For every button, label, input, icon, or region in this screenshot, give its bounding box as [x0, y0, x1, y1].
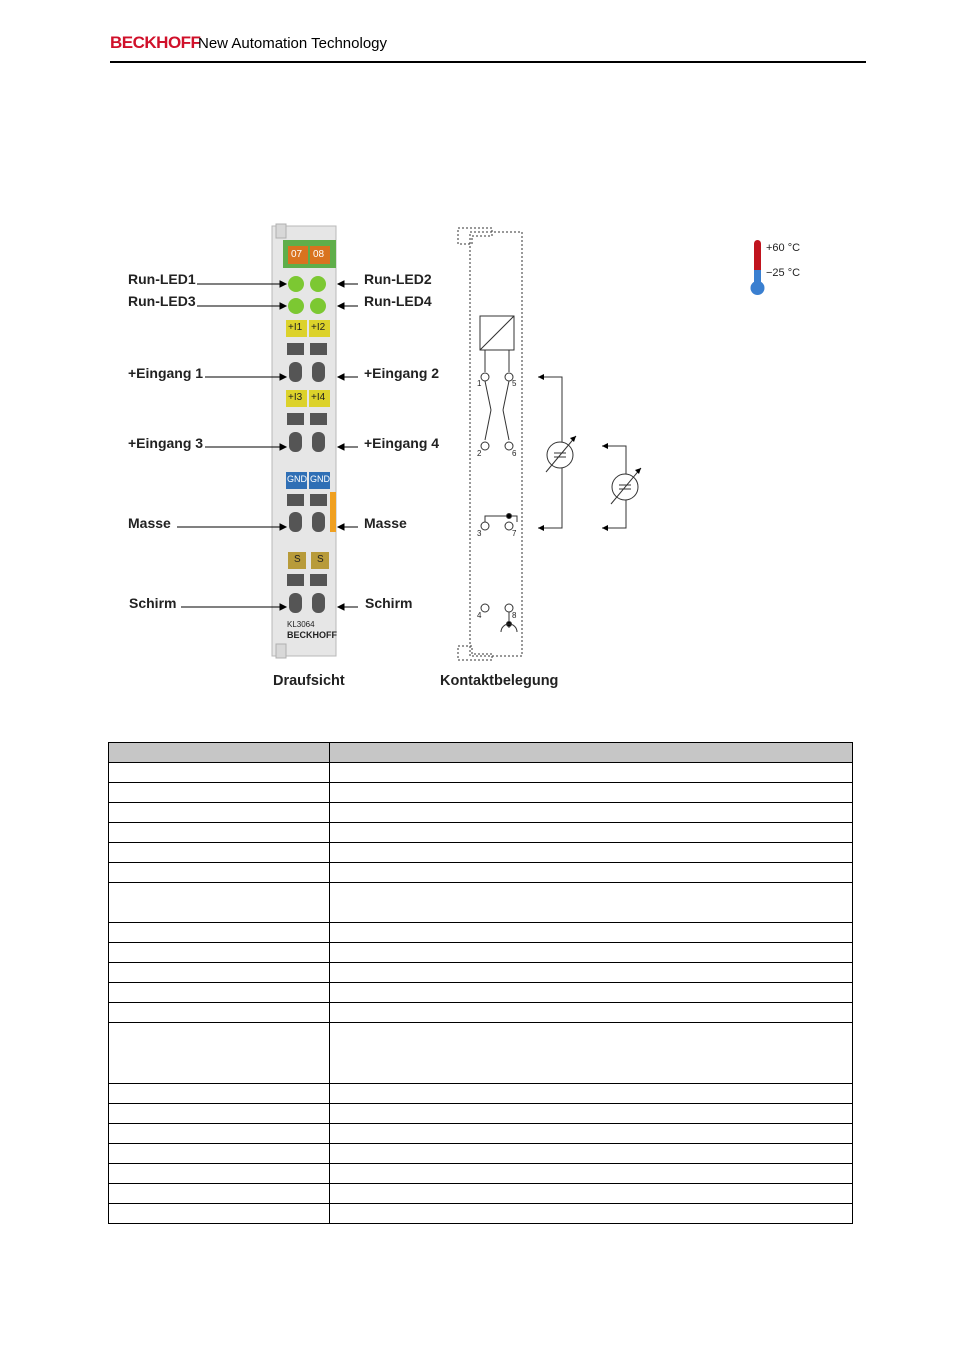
table-cell	[109, 1124, 330, 1144]
label-run-led1: Run-LED1	[128, 271, 196, 287]
table-cell	[109, 803, 330, 823]
channel-label-2: 08	[313, 249, 325, 260]
technical-data-table	[108, 742, 853, 1224]
contact-diagram	[458, 228, 641, 660]
table-row	[109, 923, 853, 943]
table-cell	[330, 963, 853, 983]
gnd-tag-2: GND	[310, 474, 330, 484]
terminal-model: KL3064	[287, 620, 315, 629]
table-row	[109, 883, 853, 923]
label-masse-right: Masse	[364, 515, 407, 531]
table-cell	[330, 923, 853, 943]
pin-number: 6	[512, 449, 517, 458]
table-row	[109, 863, 853, 883]
shield-tag-1: S	[294, 554, 301, 565]
temperature-min: −25 °C	[766, 267, 801, 279]
label-schirm-right: Schirm	[365, 595, 413, 611]
table-cell	[109, 1104, 330, 1124]
terminal-figure	[0, 210, 954, 700]
table-row	[109, 1003, 853, 1023]
input-tag-2: +I2	[311, 322, 326, 333]
table-cell	[330, 1104, 853, 1124]
pin-number: 4	[477, 611, 482, 620]
table-row	[109, 1084, 853, 1104]
table-cell	[330, 1144, 853, 1164]
table-row	[109, 803, 853, 823]
brand-tagline: New Automation Technology	[198, 35, 388, 52]
table-cell	[330, 883, 853, 923]
pin-number: 1	[477, 379, 482, 388]
table-cell	[109, 1084, 330, 1104]
table-cell	[109, 783, 330, 803]
label-masse-left: Masse	[128, 515, 171, 531]
table-row	[109, 763, 853, 783]
label-run-led4: Run-LED4	[364, 293, 432, 309]
table-row	[109, 983, 853, 1003]
terminal-body	[177, 224, 358, 658]
table-cell	[109, 1204, 330, 1224]
table-cell	[109, 763, 330, 783]
label-schirm-left: Schirm	[129, 595, 177, 611]
table-cell	[109, 943, 330, 963]
label-eingang-1: +Eingang 1	[128, 365, 204, 381]
table-row	[109, 943, 853, 963]
label-run-led2: Run-LED2	[364, 271, 432, 287]
table-cell	[109, 1003, 330, 1023]
table-cell	[330, 843, 853, 863]
table-cell	[330, 783, 853, 803]
table-cell	[330, 1164, 853, 1184]
run-led3	[288, 298, 304, 314]
table-cell	[109, 1144, 330, 1164]
pin-number: 8	[512, 611, 517, 620]
table-row	[109, 963, 853, 983]
table-cell	[109, 923, 330, 943]
header-rule	[110, 61, 866, 63]
table-cell	[330, 763, 853, 783]
table-cell	[330, 1204, 853, 1224]
run-led2	[310, 276, 326, 292]
shield-tag-2: S	[317, 554, 324, 565]
gnd-tag-1: GND	[287, 474, 307, 484]
temperature-max: +60 °C	[766, 242, 801, 254]
table-row	[109, 823, 853, 843]
table-header-row	[109, 743, 853, 763]
terminal-brand: BECKHOFF	[287, 630, 337, 640]
table-cell	[330, 983, 853, 1003]
table-cell	[330, 943, 853, 963]
table-row	[109, 1144, 853, 1164]
table-cell	[330, 863, 853, 883]
table-row	[109, 1023, 853, 1084]
label-eingang-2: +Eingang 2	[364, 365, 440, 381]
table-cell	[330, 1003, 853, 1023]
table-cell	[109, 823, 330, 843]
table-cell	[109, 1164, 330, 1184]
table-cell	[109, 1184, 330, 1204]
caption-contacts: Kontaktbelegung	[440, 673, 559, 689]
pin-number: 2	[477, 449, 482, 458]
table-cell	[109, 983, 330, 1003]
pin-number: 5	[512, 379, 517, 388]
label-run-led3: Run-LED3	[128, 293, 196, 309]
table-cell	[330, 1084, 853, 1104]
input-tag-1: +I1	[288, 322, 303, 333]
label-eingang-3: +Eingang 3	[128, 435, 204, 451]
table-row	[109, 1164, 853, 1184]
table-row	[109, 1104, 853, 1124]
input-tag-4: +I4	[311, 392, 326, 403]
run-led4	[310, 298, 326, 314]
table-cell	[109, 843, 330, 863]
caption-top-view: Draufsicht	[273, 673, 345, 689]
table-cell	[109, 863, 330, 883]
table-row	[109, 1124, 853, 1144]
thermometer-icon	[751, 240, 765, 295]
label-eingang-4: +Eingang 4	[364, 435, 440, 451]
brand-logo: BECKHOFF	[110, 33, 201, 52]
table-cell	[330, 1124, 853, 1144]
table-row	[109, 1204, 853, 1224]
page-header	[110, 30, 866, 64]
table-header-cell	[330, 743, 853, 763]
pin-number: 3	[477, 529, 482, 538]
table-cell	[330, 803, 853, 823]
table-cell	[330, 1023, 853, 1084]
input-tag-3: +I3	[288, 392, 303, 403]
table-header-cell	[109, 743, 330, 763]
table-cell	[109, 883, 330, 923]
run-led1	[288, 276, 304, 292]
pin-number: 7	[512, 529, 517, 538]
table-cell	[109, 963, 330, 983]
table-row	[109, 1184, 853, 1204]
table-row	[109, 843, 853, 863]
table-cell	[330, 823, 853, 843]
channel-label-1: 07	[291, 249, 303, 260]
table-body	[109, 743, 853, 1224]
table-cell	[109, 1023, 330, 1084]
right-arrows	[338, 281, 358, 610]
table-row	[109, 783, 853, 803]
table-cell	[330, 1184, 853, 1204]
